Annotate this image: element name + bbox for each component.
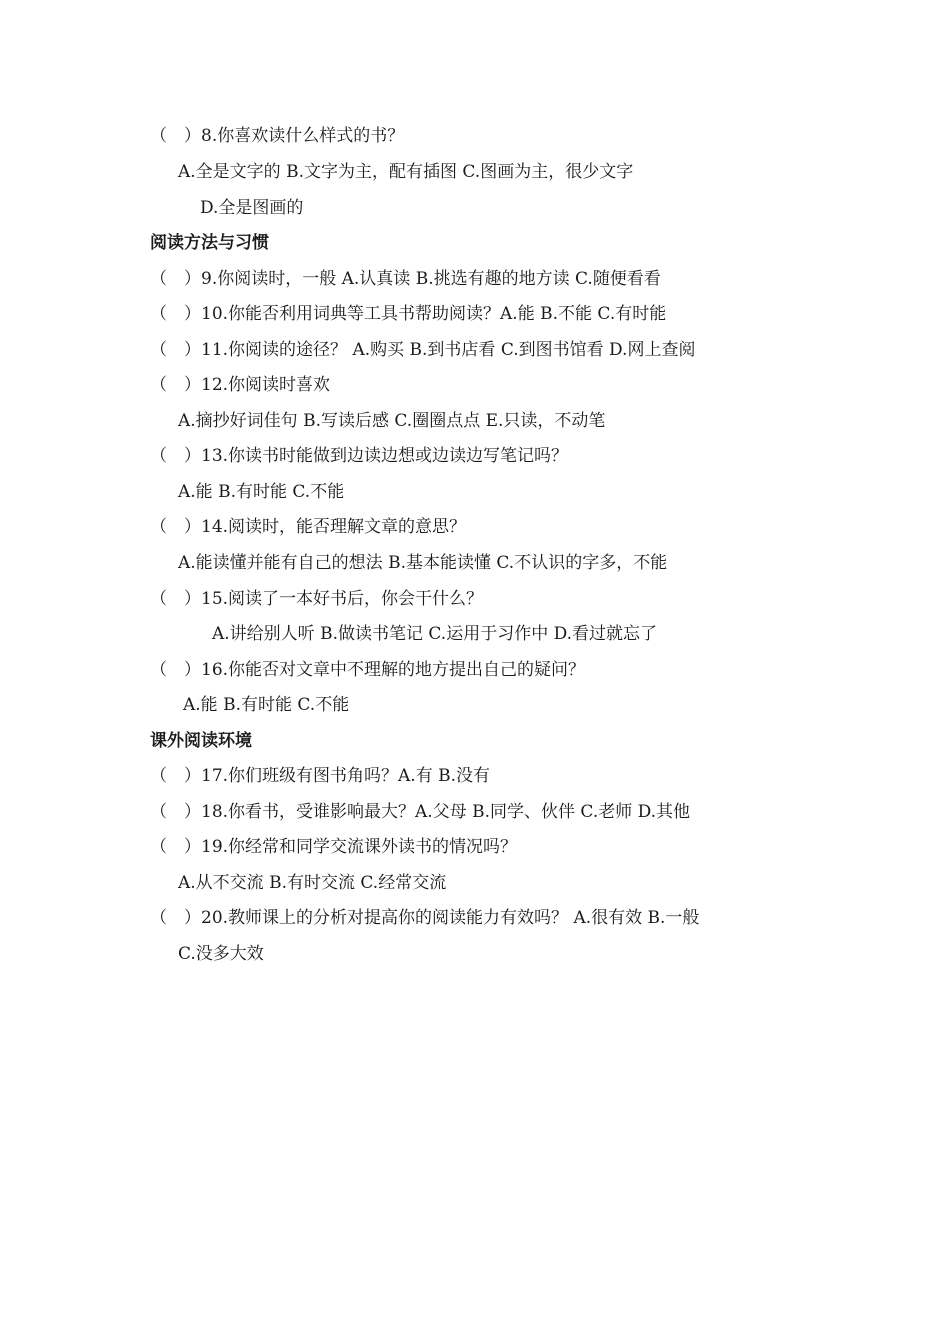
question-17: （ ）17.你们班级有图书角吗？A.有 B.没有 <box>150 766 491 786</box>
question-8-options: A.全是文字的 B.文字为主，配有插图 C.图画为主，很少文字 <box>178 162 634 182</box>
question-13-options: A.能 B.有时能 C.不能 <box>178 482 345 502</box>
question-20-option-c: C.没多大效 <box>178 944 264 964</box>
question-13: （ ）13.你读书时能做到边读边想或边读边写笔记吗？ <box>150 446 569 466</box>
question-8: （ ）8.你喜欢读什么样式的书？ <box>150 126 405 146</box>
question-18: （ ）18.你看书，受谁影响最大？A.父母 B.同学、伙伴 C.老师 D.其他 <box>150 802 691 822</box>
question-10: （ ）10.你能否利用词典等工具书帮助阅读？A.能 B.不能 C.有时能 <box>150 304 667 324</box>
section-heading-reading-habits: 阅读方法与习惯 <box>150 233 269 253</box>
question-14-options: A.能读懂并能有自己的想法 B.基本能读懂 C.不认识的字多，不能 <box>178 553 668 573</box>
question-12-options: A.摘抄好词佳句 B.写读后感 C.圈圈点点 E.只读，不动笔 <box>178 411 606 431</box>
question-11: （ ）11.你阅读的途径？ A.购买 B.到书店看 C.到图书馆看 D.网上查阅 <box>150 340 696 360</box>
question-15: （ ）15.阅读了一本好书后，你会干什么？ <box>150 589 484 609</box>
question-15-options: A.讲给别人听 B.做读书笔记 C.运用于习作中 D.看过就忘了 <box>212 624 658 644</box>
question-19-options: A.从不交流 B.有时交流 C.经常交流 <box>178 873 447 893</box>
question-19: （ ）19.你经常和同学交流课外读书的情况吗？ <box>150 837 518 857</box>
question-16: （ ）16.你能否对文章中不理解的地方提出自己的疑问？ <box>150 660 586 680</box>
question-8-option-d: D.全是图画的 <box>200 198 304 218</box>
question-20: （ ）20.教师课上的分析对提高你的阅读能力有效吗？ A.很有效 B.一般 <box>150 908 700 928</box>
question-9: （ ）9.你阅读时，一般 A.认真读 B.挑选有趣的地方读 C.随便看看 <box>150 269 661 289</box>
section-heading-reading-environment: 课外阅读环境 <box>150 731 252 751</box>
question-14: （ ）14.阅读时，能否理解文章的意思？ <box>150 517 467 537</box>
question-16-options: A.能 B.有时能 C.不能 <box>183 695 350 715</box>
question-12: （ ）12.你阅读时喜欢 <box>150 375 331 395</box>
